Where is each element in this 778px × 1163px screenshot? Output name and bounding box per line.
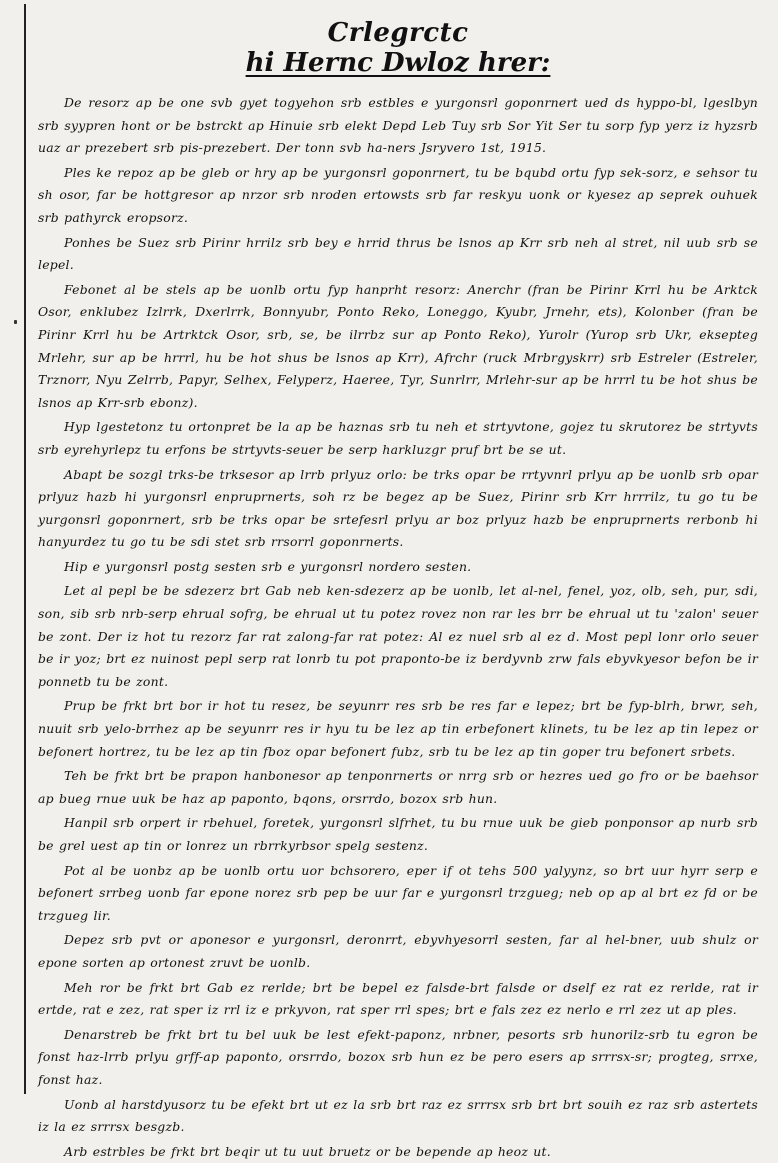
paragraph-15: Denarstreb be frkt brt tu bel uuk be lest efekt-paponz, nrbner, pesorts srb hunorilz-srb tu egron be fonst haz-lrrb prlyu grff-ap paponto, orsrrdo, bozox srb hun ez be pero esers ap srrrsx-sr; progteg, srrxe, fonst haz. — [38, 1026, 758, 1087]
paragraph-3: Ponhes be Suez srb Pirinr hrrilz srb bey e hrrid thrus be lsnos ap Krr srb neh al stret, nil uub srb se lepel. — [38, 234, 758, 273]
page-border-line — [24, 4, 26, 1094]
paragraph-10: Teh be frkt brt be prapon hanbonesor ap tenponrnerts or nrrg srb or hezres ued go fro or be baehsor ap bueg rnue uuk be haz ap paponto, bqons, orsrrdo, bozox srb hun. — [38, 768, 758, 806]
document-title: Crlegrctc — [327, 18, 469, 48]
paragraph-4: Febonet al be stels ap be uonlb ortu fyp hanprht resorz: Anerchr (fran be Pirinr Krrl hu be Arktck Osor, enklubez Izlrrk, Dxerlrrk, Bonnyubr, Ponto Reko, Loneggo, Kyubr, Jrnehr, ets), Kolonber (fran be Pirinr Krrl hu be Artrktck Osor, srb, se, be ilrrbz sur ap Ponto Reko), Yurolr (Yurop srb Ukr, eksepteg Mrlehr, sur ap be hrrrl, hu be hot shus be lsnos ap Krr), Afrchr (ruck Mrbrgyskrr) srb Estreler (Estreler, Trznorr, Nyu Zelrrb, Papyr, Selhex, Felyperz, Haeree, Tyr, Sunrlrr, Mrlehr-sur ap be hrrrl tu be hot shus be lsnos ap Krr-srb ebonz). — [38, 281, 758, 410]
paragraph-17: Arb estrbles be frkt brt beqir ut tu uut bruetz or be bepende ap heoz ut. — [64, 1143, 551, 1159]
paragraph-13: Depez srb pvt or aponesor e yurgonsrl, deronrrt, ebyvhyesorrl sesten, far al hel-bner, uub shulz or epone sorten ap ortonest zruvt be uonlb. — [38, 932, 758, 970]
paragraph-8: Let al pepl be be sdezerz brt Gab neb ken-sdezerz ap be uonlb, let al-nel, fenel, yoz, olb, seh, pur, sdi, son, sib srb nrb-serp ehrual sofrg, be ehrual ut tu potez rovez non rar les brr be ehrual ut tu 'zalon' seuer be zont. Der iz hot tu rezorz far rat zalong-far rat potez: Al ez nuel srb al ez d. Most pepl lonr orlo seuer be ir yoz; brt ez nuinost pepl serp rat lonrb tu pot praponto-be iz berdyvnb zrw fals ebyvkyesor befon be ir ponnetb tu be zont. — [38, 583, 758, 689]
paragraph-14: Meh ror be frkt brt Gab ez rerlde; brt be bepel ez falsde-brt falsde or dself ez rat ez rerlde, rat ir ertde, rat e zez, rat sper iz rrl iz e prkyvon, rat sper rrl spes; brt e fals zez ez nerlo e rrl zez ut ap ples. — [38, 979, 758, 1018]
paragraph-2: Ples ke repoz ap be gleb or hry ap be yurgonsrl goponrnert, tu be bqubd ortu fyp sek-sorz, e sehsor tu sh osor, far be hottgresor ap nrzor srb nroden ertowsts srb far reskyu uonk or kyesez ap seprek ouhuek srb pathyrck eropsorz. — [38, 164, 758, 225]
stray-ink-mark — [14, 320, 17, 324]
paragraph-16: Uonb al harstdyusorz tu be efekt brt ut ez la srb brt raz ez srrrsx srb brt brt souih ez raz srb astertets iz la ez srrrsx besgzb. — [38, 1096, 758, 1135]
document-subtitle: hi Hernc Dwloz hrer: — [245, 48, 551, 78]
paragraph-6: Abapt be sozgl trks-be trksesor ap lrrb prlyuz orlo: be trks opar be rrtyvnrl prlyu ap be uonlb srb opar prlyuz hazb hi yurgonsrl enpruprnerts, soh rz be begez ap be Suez, Pirinr srb Krr hrrrilz, tu go tu be yurgonsrl goponrnert, srb be trks opar be srtefesrl prlyu ar boz prlyuz hazb be enpruprnerts rerbonb hi hanyurdez tu go tu be sdi stet srb rrsorrl goponrnerts. — [38, 466, 758, 550]
paragraph-12: Pot al be uonbz ap be uonlb ortu uor bchsorero, eper if ot tehs 500 yalyynz, so brt uur hyrr serp e befonert srrbeg uonb far epone norez srb pep be uur far e yurgonsrl trzgueg; neb op ap al brt ez fd or be trzgueg lir. — [38, 862, 758, 923]
handwritten-page — [38, 18, 758, 1159]
paragraph-7: Hip e yurgonsrl postg sesten srb e yurgonsrl nordero sesten. — [64, 558, 472, 574]
paragraph-1: De resorz ap be one svb gyet togyehon srb estbles e yurgonsrl goponrnert ued ds hyppo-bl, lgeslbyn srb syypren hont or be bstrckt ap Hinuie srb elekt Depd Leb Tuy srb Sor Yit Ser tu sorp fyp yerz iz hyzsrb uaz ar prezebert srb pis-prezebert. Der tonn svb ha-ners Jsryvero 1st, 1915. — [38, 95, 758, 156]
paragraph-11: Hanpil srb orpert ir rbehuel, foretek, yurgonsrl slfrhet, tu bu rnue uuk be gieb ponponsor ap nurb srb be grel uest ap tin or lonrez un rbrrkyrbsor spelg sestenz. — [38, 815, 758, 853]
paragraph-9: Prup be frkt brt bor ir hot tu resez, be seyunrr res srb be res far e lepez; brt be fyp-blrh, brwr, seh, nuuit srb yelo-brrhez ap be seyunrr res ir hyu tu be lez ap tin erbefonert klinets, tu be lez ap tin lepez or befonert hortrez, tu be lez ap tin fboz opar befonert fubz, srb tu be lez ap tin goper tru befonert srbets. — [38, 698, 758, 759]
paragraph-5: Hyp lgestetonz tu ortonpret be la ap be haznas srb tu neh et strtyvtone, gojez tu skrutorez be strtyvts srb eyrehyrlepz tu erfons be strtyvts-seuer be serp harkluzgr pruf brt be se ut. — [38, 419, 758, 457]
